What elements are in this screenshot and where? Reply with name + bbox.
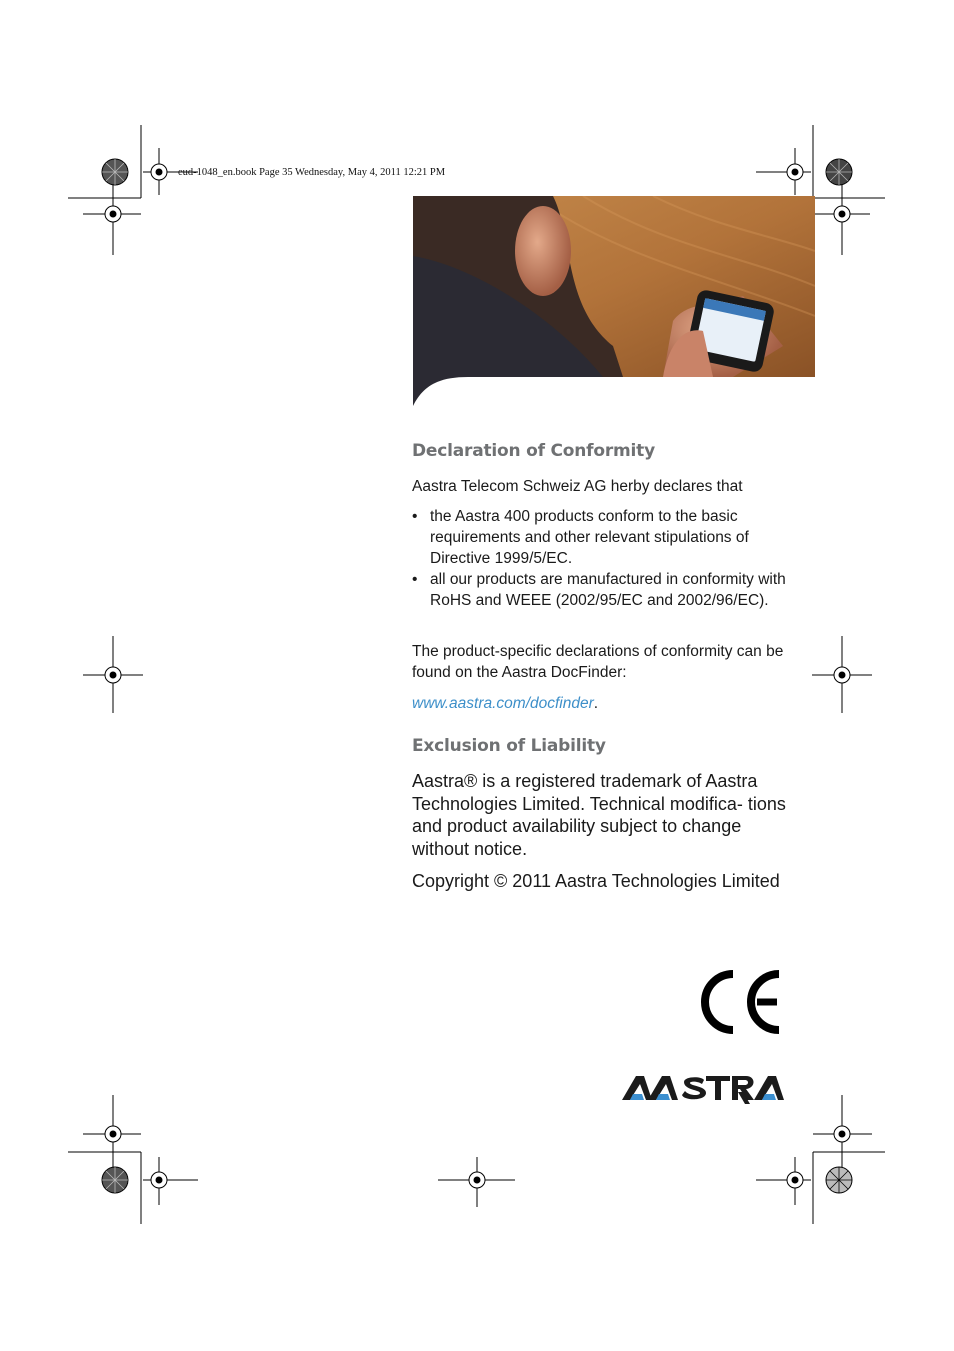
running-head: eud-1048_en.book Page 35 Wednesday, May 4, 2011 12:21 PM (178, 167, 446, 178)
conformity-list (412, 506, 792, 611)
docfinder-line (412, 693, 792, 714)
heading-liability: Exclusion of Liability (412, 736, 606, 756)
smartphone-photo (413, 196, 815, 408)
aastra-logo (622, 1074, 784, 1110)
bullet-icon: • (412, 571, 418, 588)
heading-declaration: Declaration of Conformity (412, 441, 655, 461)
docfinder-text: The product-specific declarations of conformity can be found on the Aastra DocFinder: (412, 643, 784, 681)
ce-mark-icon (697, 970, 783, 1034)
list-item (412, 569, 792, 611)
link-suffix: . (593, 695, 599, 712)
liability-text: Aastra® is a registered trademark of Aastra Technologies Limited. Technical modifica- tions and product availability subject to change without notice. (412, 771, 786, 859)
docfinder-link[interactable]: www.aastra.com/docfinder (412, 695, 594, 712)
copyright-text: Copyright © 2011 Aastra Technologies Limited (412, 871, 780, 891)
list-item-text: the Aastra 400 products conform to the basic requirements and other relevant stipulations of Directive 1999/5/EC. (430, 508, 749, 567)
list-item (412, 506, 792, 569)
bullet-icon: • (412, 508, 418, 525)
intro-text: Aastra Telecom Schweiz AG herby declares that (412, 478, 743, 495)
list-item-text: all our products are manufactured in conformity with RoHS and WEEE (2002/95/EC and 2002/96/EC). (430, 571, 786, 609)
